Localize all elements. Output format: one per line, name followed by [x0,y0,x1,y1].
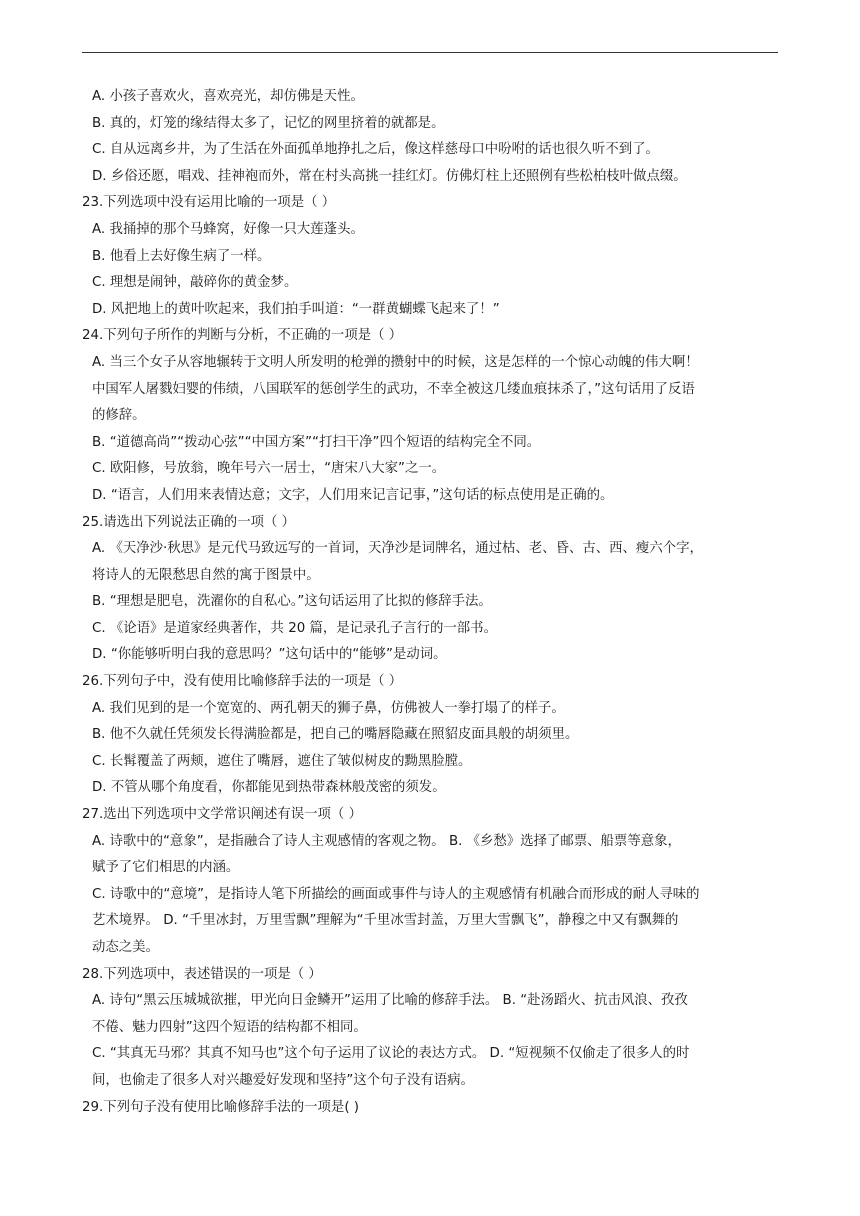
continuation-line: 中国军人屠戮妇婴的伟绩，八国联军的惩创学生的武功，不幸全被这几缕血痕抹杀了，”这句话用了反语 [92,381,695,397]
answer-option: A. 我捅掉的那个马蜂窝，好像一只大莲蓬头。 [92,221,364,237]
continuation-line: 艺术境界。 D. “千里冰封，万里雪飘”理解为“千里冰雪封盖，万里大雪飘飞”，静穆之中又有飘舞的 [92,913,679,929]
answer-option: B. “道德高尚”“拨动心弦”“中国方案”“打扫干净”四个短语的结构完全不同。 [92,434,541,450]
answer-option: C. 长髯覆盖了两颊，遮住了嘴唇，遮住了皱似树皮的黝黑脸膛。 [92,753,472,769]
answer-option: A. 当三个女子从容地辗转于文明人所发明的枪弹的攒射中的时候，这是怎样的一个惊心动魄的伟大啊！ [92,354,699,370]
answer-option: D. “你能够听明白我的意思吗？”这句话中的“能够”是动词。 [92,647,447,663]
answer-option: C. 《论语》是道家经典著作，共 20 篇，是记录孔子言行的一部书。 [92,620,497,636]
continuation-line: 不倦、魅力四射”这四个短语的结构都不相同。 [92,1019,367,1035]
question-stem: 26.下列句子中，没有使用比喻修辞手法的一项是（ ） [82,674,403,690]
answer-option: B. 他看上去好像生病了一样。 [92,248,271,264]
question-stem: 23.下列选项中没有运用比喻的一项是（ ） [82,195,336,211]
answer-option: D. 乡俗还愿，唱戏、挂神袍而外，常在村头高挑一挂红灯。仿佛灯柱上还照例有些松柏枝叶做点缀。 [92,168,687,184]
answer-option: D. 风把地上的黄叶吹起来，我们拍手叫道：“一群黄蝴蝶飞起来了！” [92,301,500,317]
answer-option: B. “理想是肥皂，洗濯你的自私心。”这句话运用了比拟的修辞手法。 [92,594,492,610]
answer-option: B. 他不久就任凭须发长得满脸都是，把自己的嘴唇隐藏在照貂皮面具般的胡须里。 [92,727,579,743]
header-rule [82,52,778,53]
continuation-line: 将诗人的无限愁思自然的寓于图景中。 [92,567,320,583]
answer-option: D. 不管从哪个角度看，你都能见到热带森林般茂密的须发。 [92,780,446,796]
question-stem: 28.下列选项中，表述错误的一项是（ ） [82,966,322,982]
answer-option: C. 欧阳修，号放翁，晚年号六一居士，“唐宋八大家”之一。 [92,461,446,477]
answer-option: D. “语言，人们用来表情达意；文字，人们用来记言记事，”这句话的标点使用是正确的。 [92,487,614,503]
answer-option: C. “其真无马邪？其真不知马也”这个句子运用了议论的表达方式。 D. “短视频不仅偷走了很多人的时 [92,1046,690,1062]
answer-option: C. 自从远离乡井，为了生活在外面孤单地挣扎之后，像这样慈母口中吩咐的话也很久听不到了。 [92,142,659,158]
answer-option: A. 《天净沙·秋思》是元代马致远写的一首词，天净沙是词牌名，通过枯、老、昏、古、西、瘦六个字， [92,541,703,557]
continuation-line: 间，也偷走了很多人对兴趣爱好发现和坚持”这个句子没有语病。 [92,1072,474,1088]
answer-option: C. 诗歌中的“意境”，是指诗人笔下所描绘的画面或事件与诗人的主观感情有机融合而形成的耐人寻味的 [92,886,700,902]
document-body [82,84,782,1121]
answer-option: A. 诗句“黑云压城城欲摧，甲光向日金鳞开”运用了比喻的修辞手法。 B. “赴汤蹈火、抗击风浪、孜孜 [92,993,688,1009]
answer-option: A. 诗歌中的“意象”，是指融合了诗人主观感情的客观之物。 B. 《乡愁》选择了邮票、船票等意象， [92,833,681,849]
answer-option: B. 真的，灯笼的缘结得太多了，记忆的网里挤着的就都是。 [92,115,445,131]
answer-option: A. 小孩子喜欢火，喜欢亮光，却仿佛是天性。 [92,89,364,104]
question-stem: 27.选出下列选项中文学常识阐述有误一项（ ） [82,807,362,823]
question-stem: 24.下列句子所作的判断与分析，不正确的一项是（ ） [82,328,403,344]
question-stem: 25.请选出下列说法正确的一项（ ） [82,514,296,530]
continuation-line: 赋予了它们相思的内涵。 [92,860,240,876]
answer-option: A. 我们见到的是一个宽宽的、两孔朝天的狮子鼻，仿佛被人一拳打塌了的样子。 [92,700,565,716]
question-stem: 29.下列句子没有使用比喻修辞手法的一项是( ) [82,1099,360,1115]
continuation-line: 动态之美。 [92,940,159,955]
answer-option: C. 理想是闹钟，敲碎你的黄金梦。 [92,275,298,291]
continuation-line: 的修辞。 [92,408,146,424]
